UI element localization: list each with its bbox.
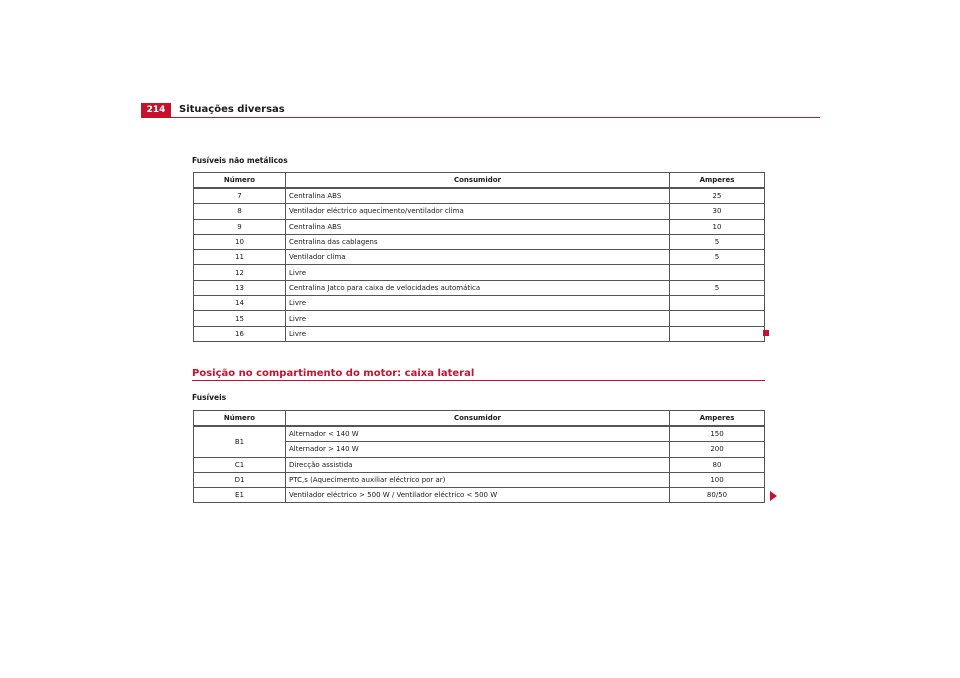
- fuse-consumer: Centralina Jatco para caixa de velocidades automática: [286, 280, 670, 295]
- table-row: [194, 457, 765, 472]
- column-header-amperes: Amperes: [670, 173, 765, 189]
- page-number: 214: [141, 103, 171, 117]
- fuse-consumer: Alternador < 140 W: [286, 426, 670, 442]
- fuse-consumer: Livre: [286, 311, 670, 326]
- table-row: [194, 296, 765, 311]
- fuse-amperes: 25: [670, 188, 765, 204]
- fuse-amperes: 80: [670, 457, 765, 472]
- fuse-consumer: Centralina ABS: [286, 219, 670, 234]
- fuse-amperes: 5: [670, 234, 765, 249]
- table-header-row: [194, 411, 765, 427]
- stop-square-icon: [763, 330, 769, 336]
- column-header-consumer: Consumidor: [286, 411, 670, 427]
- fuse-number: 10: [194, 234, 286, 249]
- fuse-number: E1: [194, 488, 286, 503]
- fuse-number: 8: [194, 204, 286, 219]
- fuse-amperes: 5: [670, 250, 765, 265]
- fuse-consumer: Centralina das cablagens: [286, 234, 670, 249]
- table-row: [194, 234, 765, 249]
- table-row: [194, 219, 765, 234]
- fuse-number: 9: [194, 219, 286, 234]
- table-row: [194, 250, 765, 265]
- fuse-number: 16: [194, 326, 286, 341]
- fuses-subtitle: Fusíveis: [192, 393, 227, 402]
- table-header-row: [194, 173, 765, 189]
- table-row: [194, 326, 765, 341]
- column-header-number: Número: [194, 411, 286, 427]
- fuse-amperes: [670, 265, 765, 280]
- fuse-number: 11: [194, 250, 286, 265]
- fuse-amperes: 80/50: [670, 488, 765, 503]
- fuse-number: 13: [194, 280, 286, 295]
- fuse-amperes: [670, 311, 765, 326]
- page-title: Situações diversas: [179, 104, 285, 115]
- fuse-amperes: [670, 326, 765, 341]
- fuse-table-engine-side-box: [193, 410, 765, 503]
- fuse-consumer: Livre: [286, 326, 670, 341]
- fuse-amperes: 30: [670, 204, 765, 219]
- fuse-number: 7: [194, 188, 286, 204]
- fuse-consumer: Ventilador eléctrico aquecimento/ventilador clima: [286, 204, 670, 219]
- fuse-consumer: Centralina ABS: [286, 188, 670, 204]
- fuse-amperes: 5: [670, 280, 765, 295]
- fuse-consumer: Ventilador clima: [286, 250, 670, 265]
- table-row: [194, 311, 765, 326]
- fuse-number: 15: [194, 311, 286, 326]
- table-row: [194, 280, 765, 295]
- fuse-consumer: PTC,s (Aquecimento auxiliar eléctrico por ar): [286, 472, 670, 487]
- fuses-non-metallic-subtitle: Fusíveis não metálicos: [192, 156, 288, 165]
- header-divider: [141, 117, 820, 118]
- fuse-amperes: 200: [670, 442, 765, 457]
- section-title-engine-side-box: Posição no compartimento do motor: caixa lateral: [192, 368, 475, 379]
- fuse-amperes: 10: [670, 219, 765, 234]
- fuse-table-non-metallic: [193, 172, 765, 342]
- arrow-right-icon: [770, 491, 777, 501]
- column-header-consumer: Consumidor: [286, 173, 670, 189]
- fuse-number: D1: [194, 472, 286, 487]
- fuse-number: B1: [194, 426, 286, 457]
- table-row: [194, 265, 765, 280]
- table-row: [194, 472, 765, 487]
- column-header-amperes: Amperes: [670, 411, 765, 427]
- fuse-number: 14: [194, 296, 286, 311]
- fuse-amperes: 100: [670, 472, 765, 487]
- fuse-consumer: Livre: [286, 296, 670, 311]
- section-divider: [192, 380, 765, 381]
- fuse-amperes: [670, 296, 765, 311]
- fuse-consumer: Ventilador eléctrico > 500 W / Ventilador eléctrico < 500 W: [286, 488, 670, 503]
- fuse-consumer: Direcção assistida: [286, 457, 670, 472]
- table-row: [194, 204, 765, 219]
- fuse-amperes: 150: [670, 426, 765, 442]
- fuse-consumer: Alternador > 140 W: [286, 442, 670, 457]
- table-row: [194, 488, 765, 503]
- fuse-consumer: Livre: [286, 265, 670, 280]
- table-row: [194, 426, 765, 442]
- fuse-number: C1: [194, 457, 286, 472]
- column-header-number: Número: [194, 173, 286, 189]
- table-row: [194, 188, 765, 204]
- fuse-number: 12: [194, 265, 286, 280]
